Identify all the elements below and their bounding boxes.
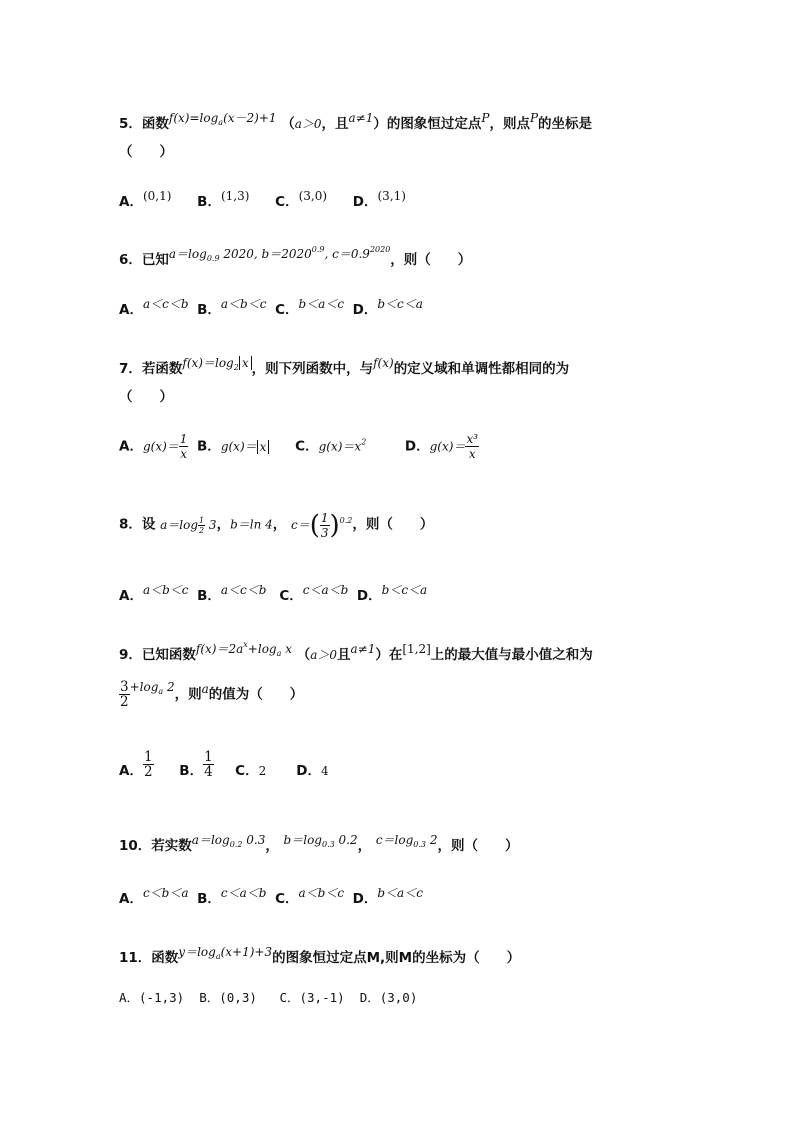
q5-prefix: 5．函数	[119, 116, 169, 132]
question-9: 9．已知函数$f(x)=2a^x+\log_a$ x （a＞0且a≠1）在[1,2]上的最大值与最小值之和为	[119, 640, 593, 663]
q5-answer-paren: （ ）	[119, 144, 173, 160]
q7-answer-paren: （ ）	[119, 389, 173, 405]
q6-formula: $a=\log_{0.9}$ 2020, $b=2020^{0.9}$, $c=0.9^{2020}$	[168, 245, 391, 263]
question-9-line2: $\frac{3}{2}$ $+\log_a$ 2，则a的值为（ ）	[120, 679, 304, 710]
question-10: 10．若实数$a=\log_{0.2}$ 0.3， $b=\log_{0.3}$ 0.2， $c=\log_{0.3}$ 2，则（ ）	[119, 833, 519, 854]
q5-options: A．(0,1) B．(1,3) C．(3,0) D．(3,1)	[119, 189, 406, 210]
question-7: 7．若函数$f(x)=\log_2$ x ，则下列函数中，与f(x)的定义域和单调性都相同的为	[119, 356, 570, 377]
q11-formula: $y=\log_a(x+1)+3$	[178, 945, 273, 961]
q8-options: A．a＜b＜c B．a＜c＜b C．c＜a＜b D．b＜c＜a	[119, 583, 428, 604]
q10-options: A．c＜b＜a B．c＜a＜b C．a＜b＜c D．b＜a＜c	[119, 886, 423, 907]
q7-options: A．g(x)＝ $\frac{1}{x}$ B．g(x)＝ x C．$g(x)=x^2$ D．g(x)＝ $\frac{\text{x³}}{x}$	[119, 432, 479, 461]
q6-options: A．a＜c＜b B．a＜b＜c C．b＜a＜c D．b＜c＜a	[119, 297, 423, 318]
q8-a-formula: a＝log $\frac{1}{2}$ 3	[160, 515, 217, 535]
q9-options: A． $\frac{1}{2}$ B． $\frac{1}{4}$ C．2 D．4	[119, 749, 329, 780]
question-6: 6．已知$a=\log_{0.9}$ 2020, $b=2020^{0.9}$, $c=0.9^{2020}$，则（ ）	[119, 245, 472, 268]
q9-formula: $f(x)=2a^x+\log_a$ x	[195, 640, 292, 658]
q10-formula: $a=\log_{0.2}$ 0.3	[191, 833, 266, 849]
question-8: 8．设 a＝log $\frac{1}{2}$ 3，b＝ln 4， c＝( $\frac{1}{3}$ )$^{0.2}$，则（ ）	[119, 510, 434, 540]
q11-options: A．(-1,3) B．(0,3) C．(3,-1) D．(3,0)	[119, 990, 418, 1005]
q5-formula: $f(x)=\log_a(x-2)+1$	[168, 111, 277, 127]
question-5: 5．函数$f(x)=\log_a(x-2)+1$ （a＞0，且a≠1）的图象恒过定点P，则点P的坐标是	[119, 111, 593, 132]
question-11: 11．函数$y=\log_a(x+1)+3$的图象恒过定点M,则M的坐标为（ ）	[119, 945, 521, 966]
q7-formula: $f(x)=\log_2$ x	[182, 356, 251, 370]
q8-c-formula: c＝( $\frac{1}{3}$ )$^{0.2}$	[290, 510, 353, 540]
